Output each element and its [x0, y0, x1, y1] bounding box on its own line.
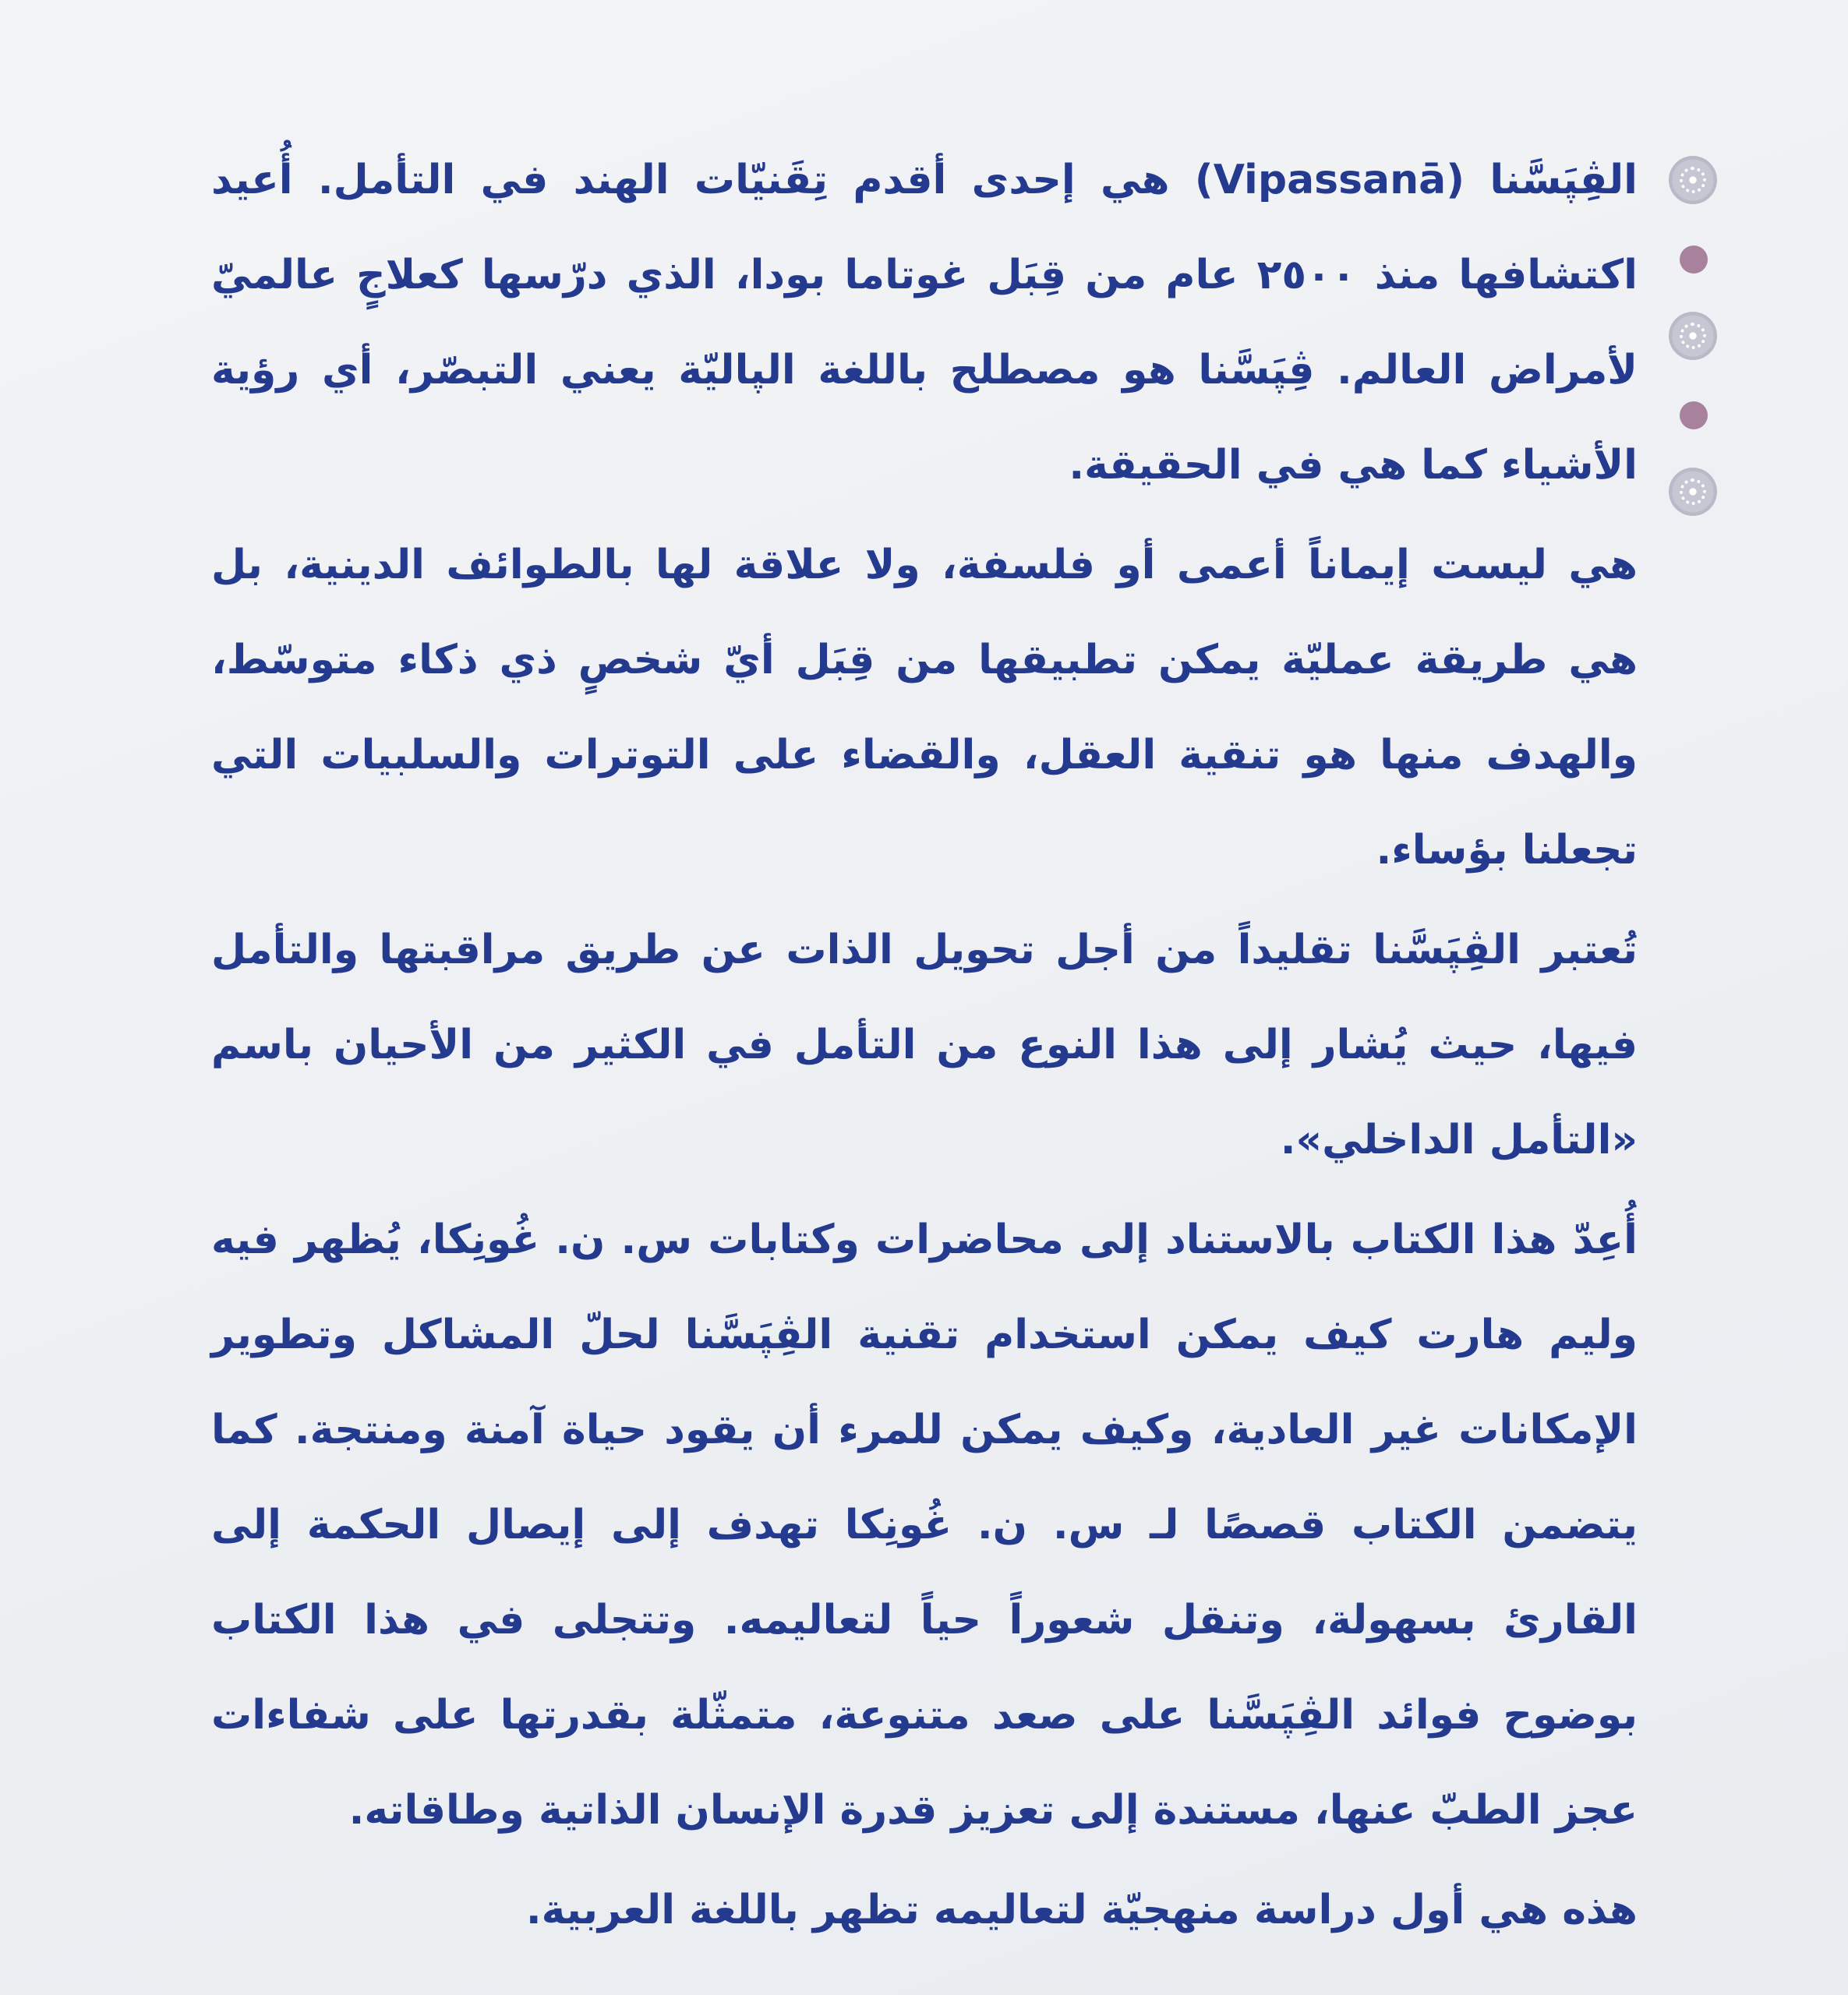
dot-icon [1680, 245, 1708, 274]
description-text [211, 132, 1638, 1962]
decorative-bullets [1669, 156, 1731, 522]
flower-icon [1669, 312, 1717, 360]
dot-icon [1680, 401, 1708, 429]
paragraph-first-study: هذه هي أول دراسة منهجيّة لتعاليمه تظهر باللغة العربية. [525, 1887, 1638, 1933]
paragraph-not-belief: هي ليست إيماناً أعمى أو فلسفة، ولا علاقة لها بالطوائف الدينية، بل هي طريقة عمليّة يمكن تطبيقها من قِبَل أيّ شخصٍ ذي ذكاء متوسّط، والهدف منها هو تنقية العقل، والقضاء على التوترات والسلبيات التي تجعلنا بؤساء. [211, 542, 1638, 874]
flower-icon [1669, 156, 1717, 204]
paragraph-tradition: تُعتبر الڤِپَسَّنا تقليداً من أجل تحويل الذات عن طريق مراقبتها والتأمل فيها، حيث يُشار إلى هذا النوع من التأمل في الكثير من الأحيان باسم «التأمل الداخلي». [211, 927, 1638, 1163]
paragraph-intro: الڤِپَسَّنا (Vipassanā) هي إحدى أقدم تِقَنيّات الهند في التأمل. أُعيد اكتشافها منذ ٢٥٠٠ عام من قِبَل غوتاما بودا، الذي درّسها كعلاجٍ عالميّ لأمراض العالم. ڤِپَسَّنا هو مصطلح باللغة الپاليّة يعني التبصّر، أي رؤية الأشياء كما هي في الحقيقة. [211, 157, 1638, 489]
flower-icon [1669, 468, 1717, 516]
paragraph-book-preparation: أُعِدّ هذا الكتاب بالاستناد إلى محاضرات وكتابات س. ن. غُونِكا، يُظهر فيه وليم هارت كيف يمكن استخدام تقنية الڤِپَسَّنا لحلّ المشاكل وتطوير الإمكانات غير العادية، وكيف يمكن للمرء أن يقود حياة آمنة ومنتجة. كما يتضمن الكتاب قصصًا لـ س. ن. غُونِكا تهدف إلى إيصال الحكمة إلى القارئ بسهولة، وتنقل شعوراً حياً لتعاليمه. وتتجلى في هذا الكتاب بوضوح فوائد الڤِپَسَّنا على صعد متنوعة، متمثّلة بقدرتها على شفاءات عجز الطبّ عنها، مستندة إلى تعزيز قدرة الإنسان الذاتية وطاقاته. [211, 1216, 1638, 1834]
